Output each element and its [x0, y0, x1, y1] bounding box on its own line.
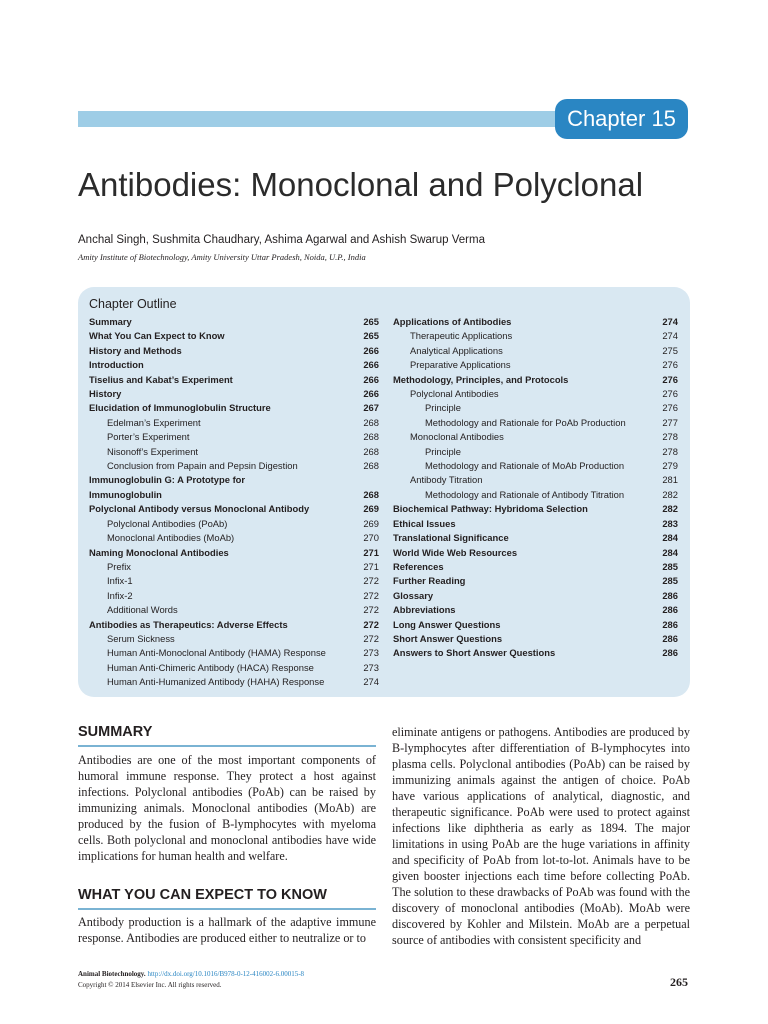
toc-entry-title: Immunoglobulin — [89, 488, 162, 500]
toc-entry-page: 272 — [363, 632, 379, 644]
expect-heading: WHAT YOU CAN EXPECT TO KNOW — [78, 887, 327, 903]
toc-entry-page: 285 — [662, 560, 678, 572]
toc-entry-title: History — [89, 388, 122, 400]
toc-entry-title: Ethical Issues — [393, 517, 456, 529]
toc-entry-page: 273 — [363, 647, 379, 659]
toc-entry[interactable] — [89, 329, 379, 343]
toc-entry[interactable] — [89, 675, 379, 689]
toc-entry-title: Further Reading — [393, 575, 466, 587]
toc-entry-page: 267 — [363, 402, 379, 414]
outline-heading: Chapter Outline — [89, 297, 177, 311]
toc-entry-title: Tiselius and Kabat’s Experiment — [89, 373, 233, 385]
expect-text: Antibody production is a hallmark of the adaptive immune response. Antibodies are produced either to neutralize or to — [78, 915, 376, 945]
toc-entry-title: Answers to Short Answer Questions — [393, 647, 556, 659]
toc-entry-title: Conclusion from Papain and Pepsin Digestion — [107, 460, 298, 472]
toc-entry-title: Principle — [425, 445, 461, 457]
toc-entry-page: 282 — [662, 488, 678, 500]
toc-entry[interactable] — [393, 546, 678, 560]
toc-entry-page: 274 — [363, 676, 379, 688]
toc-entry-title: Biochemical Pathway: Hybridoma Selection — [393, 503, 588, 515]
chapter-title: Antibodies: Monoclonal and Polyclonal — [78, 166, 644, 203]
toc-entry-page: 286 — [662, 647, 678, 659]
doi-link[interactable]: http://dx.doi.org/10.1016/B978-0-12-416002-6.00015-8 — [147, 970, 305, 978]
toc-entry-page: 272 — [363, 618, 379, 630]
toc-entry-title: Methodology and Rationale of Antibody Titration — [425, 488, 625, 500]
toc-entry[interactable] — [89, 488, 379, 502]
toc-entry[interactable] — [89, 358, 379, 372]
affiliation: Amity Institute of Biotechnology, Amity University Uttar Pradesh, Noida, U.P., India — [78, 252, 366, 262]
toc-entry[interactable] — [393, 517, 678, 531]
toc-entry-page: 276 — [662, 359, 678, 371]
toc-entry-title: Immunoglobulin G: A Prototype for — [89, 474, 246, 486]
toc-entry-page: 272 — [363, 575, 379, 587]
toc-entry-title: Principle — [425, 402, 461, 414]
summary-text: Antibodies are one of the most important components of humoral immune response. They protect a host against infections. Polyclonal antibodies (PoAb) can be raised by immunizing animals. Monoclonal antibodies (MoAb) are produced by the fusion of B-lymphocytes with myeloma cells. Both polyclonal and monoclonal antibodies have wide implications for human health and welfare. — [78, 753, 376, 863]
toc-entry-title: Glossary — [393, 589, 434, 601]
toc-entry[interactable] — [89, 373, 379, 387]
toc-entry-page: 282 — [662, 503, 678, 515]
toc-entry-title: Applications of Antibodies — [393, 316, 512, 327]
toc-entry-page: 269 — [363, 503, 379, 515]
toc-entry[interactable] — [393, 531, 678, 545]
toc-entry-page: 265 — [363, 330, 379, 342]
toc-entry-page: 268 — [363, 431, 379, 443]
toc-entry-page: 268 — [363, 488, 379, 500]
toc-entry[interactable] — [393, 574, 678, 588]
toc-entry-page: 266 — [363, 373, 379, 385]
toc-entry-page: 265 — [363, 316, 379, 327]
toc-entry[interactable] — [89, 517, 379, 531]
toc-entry[interactable] — [393, 430, 678, 444]
toc-entry[interactable] — [393, 488, 678, 502]
toc-entry-title: World Wide Web Resources — [393, 546, 518, 558]
toc-entry-page: 286 — [662, 618, 678, 630]
toc-entry-title: Methodology, Principles, and Protocols — [393, 373, 569, 385]
toc-entry-title: Polyclonal Antibody versus Monoclonal Antibody — [89, 503, 310, 515]
authors: Anchal Singh, Sushmita Chaudhary, Ashima Agarwal and Ashish Swarup Verma — [78, 234, 485, 246]
toc-entry[interactable] — [393, 344, 678, 358]
toc-entry-page: 275 — [662, 344, 678, 356]
toc-entry-title: References — [393, 560, 444, 572]
toc-entry[interactable] — [89, 502, 379, 516]
toc-entry-title: Methodology and Rationale of MoAb Production — [425, 460, 625, 472]
toc-entry[interactable] — [89, 531, 379, 545]
toc-entry[interactable] — [89, 416, 379, 430]
toc-entry[interactable] — [393, 459, 678, 473]
toc-entry[interactable] — [89, 387, 379, 401]
right-column-text: eliminate antigens or pathogens. Antibodies are produced by B-lymphocytes after differentiation of B-lymphocytes into plasma cells. Polyclonal antibodies (PoAb) can be raised by immunizing animals against the antigen of choice. PoAb have various applications of analytical, diagnostic, and therapeutic significance. PoAb were used to protect against infections like diphtheria as early as 1894. The major limitations in using PoAb are the huge variations in affinity and specificity of PoAb from lot-to-lot. Animals have to be given booster injections each time before collecting PoAb. The solution to these drawbacks of PoAb was found with the discovery of monoclonal antibodies (MoAb). MoAb were discovered by Kohler and Milstein. MoAb are a perpetual source of antibodies with consistent specificity and — [392, 725, 690, 947]
toc-entry-page: 285 — [662, 575, 678, 587]
chapter-outline-box — [78, 287, 690, 697]
toc-entry-page: 274 — [662, 316, 678, 327]
toc-entry-page: 266 — [363, 344, 379, 356]
toc-entry-page: 271 — [363, 546, 379, 558]
toc-entry[interactable] — [89, 473, 379, 487]
toc-entry[interactable] — [89, 589, 379, 603]
toc-entry-title: Serum Sickness — [107, 632, 175, 644]
toc-entry-title: Porter’s Experiment — [107, 431, 190, 443]
toc-entry-page: 286 — [662, 604, 678, 616]
summary-rule — [78, 745, 376, 747]
toc-entry[interactable] — [89, 401, 379, 415]
toc-entry[interactable] — [393, 560, 678, 574]
chapter-header-bar — [78, 111, 556, 127]
toc-entry-title: Preparative Applications — [410, 359, 511, 371]
chapter-label: Chapter 15 — [555, 99, 688, 139]
toc-entry-page: 283 — [662, 517, 678, 529]
toc-entry-page: 276 — [662, 388, 678, 400]
toc-entry-title: Naming Monoclonal Antibodies — [89, 546, 229, 558]
toc-entry-page: 271 — [363, 560, 379, 572]
toc-entry-title: Human Anti-Chimeric Antibody (HACA) Response — [107, 661, 314, 673]
toc-entry-page: 279 — [662, 460, 678, 472]
toc-entry-page — [355, 473, 379, 487]
expect-rule — [78, 908, 376, 910]
toc-entry-page: 268 — [363, 460, 379, 472]
toc-entry-title: Antibody Titration — [410, 474, 483, 486]
toc-entry-page: 274 — [662, 330, 678, 342]
toc-entry-title: Elucidation of Immunoglobulin Structure — [89, 402, 271, 414]
toc-entry[interactable] — [393, 387, 678, 401]
toc-entry-page: 286 — [662, 589, 678, 601]
toc-entry-page: 286 — [662, 632, 678, 644]
toc-entry-title: Methodology and Rationale for PoAb Production — [425, 416, 626, 428]
toc-entry-page: 284 — [662, 546, 678, 558]
summary-heading: SUMMARY — [78, 724, 153, 740]
toc-entry-title: Introduction — [89, 359, 144, 371]
toc-entry-page: 278 — [662, 445, 678, 457]
toc-entry-page: 273 — [363, 661, 379, 673]
toc-entry[interactable] — [89, 603, 379, 617]
toc-entry[interactable] — [393, 315, 678, 329]
toc-entry[interactable] — [393, 416, 678, 430]
toc-entry[interactable] — [89, 315, 379, 329]
toc-entry-page: 276 — [662, 373, 678, 385]
toc-entry-title: Abbreviations — [393, 604, 456, 616]
toc-entry-title: Polyclonal Antibodies — [410, 388, 499, 400]
toc-entry[interactable] — [89, 618, 379, 632]
toc-entry-title: History and Methods — [89, 344, 182, 356]
toc-entry-title: Nisonoff’s Experiment — [107, 445, 199, 457]
outline-right-column — [393, 315, 678, 661]
toc-entry-title: Monoclonal Antibodies (MoAb) — [107, 532, 235, 544]
toc-entry[interactable] — [89, 459, 379, 473]
toc-entry-title: Human Anti-Humanized Antibody (HAHA) Response — [107, 676, 325, 688]
toc-entry[interactable] — [89, 632, 379, 646]
toc-entry-page: 270 — [363, 532, 379, 544]
toc-entry[interactable] — [393, 445, 678, 459]
toc-entry[interactable] — [393, 502, 678, 516]
toc-entry[interactable] — [89, 445, 379, 459]
page-footer — [78, 969, 304, 991]
toc-entry-page: 277 — [662, 416, 678, 428]
toc-entry-page: 284 — [662, 532, 678, 544]
toc-entry[interactable] — [89, 646, 379, 660]
toc-entry-title: Long Answer Questions — [393, 618, 501, 630]
toc-entry[interactable] — [89, 560, 379, 574]
toc-entry[interactable] — [393, 373, 678, 387]
toc-entry-title: Infix-2 — [107, 589, 133, 601]
toc-entry-title: Translational Significance — [393, 532, 509, 544]
toc-entry-title: Therapeutic Applications — [410, 330, 513, 342]
toc-entry[interactable] — [393, 618, 678, 632]
toc-entry-title: Prefix — [107, 560, 131, 572]
toc-entry[interactable] — [89, 344, 379, 358]
toc-entry-page: 268 — [363, 416, 379, 428]
outline-left-column — [89, 315, 379, 690]
page-number: 265 — [670, 975, 688, 989]
toc-entry[interactable] — [89, 574, 379, 588]
toc-entry-title: Human Anti-Monoclonal Antibody (HAMA) Response — [107, 647, 326, 659]
toc-entry-page: 281 — [662, 474, 678, 486]
toc-entry[interactable] — [393, 646, 678, 660]
toc-entry[interactable] — [393, 358, 678, 372]
toc-entry[interactable] — [393, 401, 678, 415]
toc-entry-page: 272 — [363, 589, 379, 601]
toc-entry[interactable] — [393, 329, 678, 343]
toc-entry-title: Summary — [89, 316, 132, 327]
toc-entry-title: Infix-1 — [107, 575, 133, 587]
toc-entry-title: What You Can Expect to Know — [89, 330, 225, 342]
toc-entry-title: Additional Words — [107, 604, 178, 616]
copyright: Copyright © 2014 Elsevier Inc. All rights reserved. — [78, 981, 222, 989]
toc-entry-title: Monoclonal Antibodies — [410, 431, 504, 443]
toc-entry-page: 266 — [363, 388, 379, 400]
toc-entry-title: Polyclonal Antibodies (PoAb) — [107, 517, 228, 529]
toc-entry[interactable] — [89, 546, 379, 560]
toc-entry-title: Short Answer Questions — [393, 632, 503, 644]
toc-entry[interactable] — [393, 589, 678, 603]
toc-entry-page: 268 — [363, 445, 379, 457]
toc-entry-title: Antibodies as Therapeutics: Adverse Effects — [89, 618, 288, 630]
toc-entry-page: 276 — [662, 402, 678, 414]
toc-entry-page: 272 — [363, 604, 379, 616]
toc-entry[interactable] — [393, 473, 678, 487]
toc-entry[interactable] — [393, 603, 678, 617]
toc-entry-page: 278 — [662, 431, 678, 443]
toc-entry-page: 269 — [363, 517, 379, 529]
toc-entry-title: Analytical Applications — [410, 344, 503, 356]
toc-entry-page: 266 — [363, 359, 379, 371]
toc-entry[interactable] — [89, 430, 379, 444]
toc-entry-title: Edelman’s Experiment — [107, 416, 201, 428]
toc-entry[interactable] — [89, 661, 379, 675]
toc-entry[interactable] — [393, 632, 678, 646]
journal-name: Animal Biotechnology. — [78, 970, 146, 978]
